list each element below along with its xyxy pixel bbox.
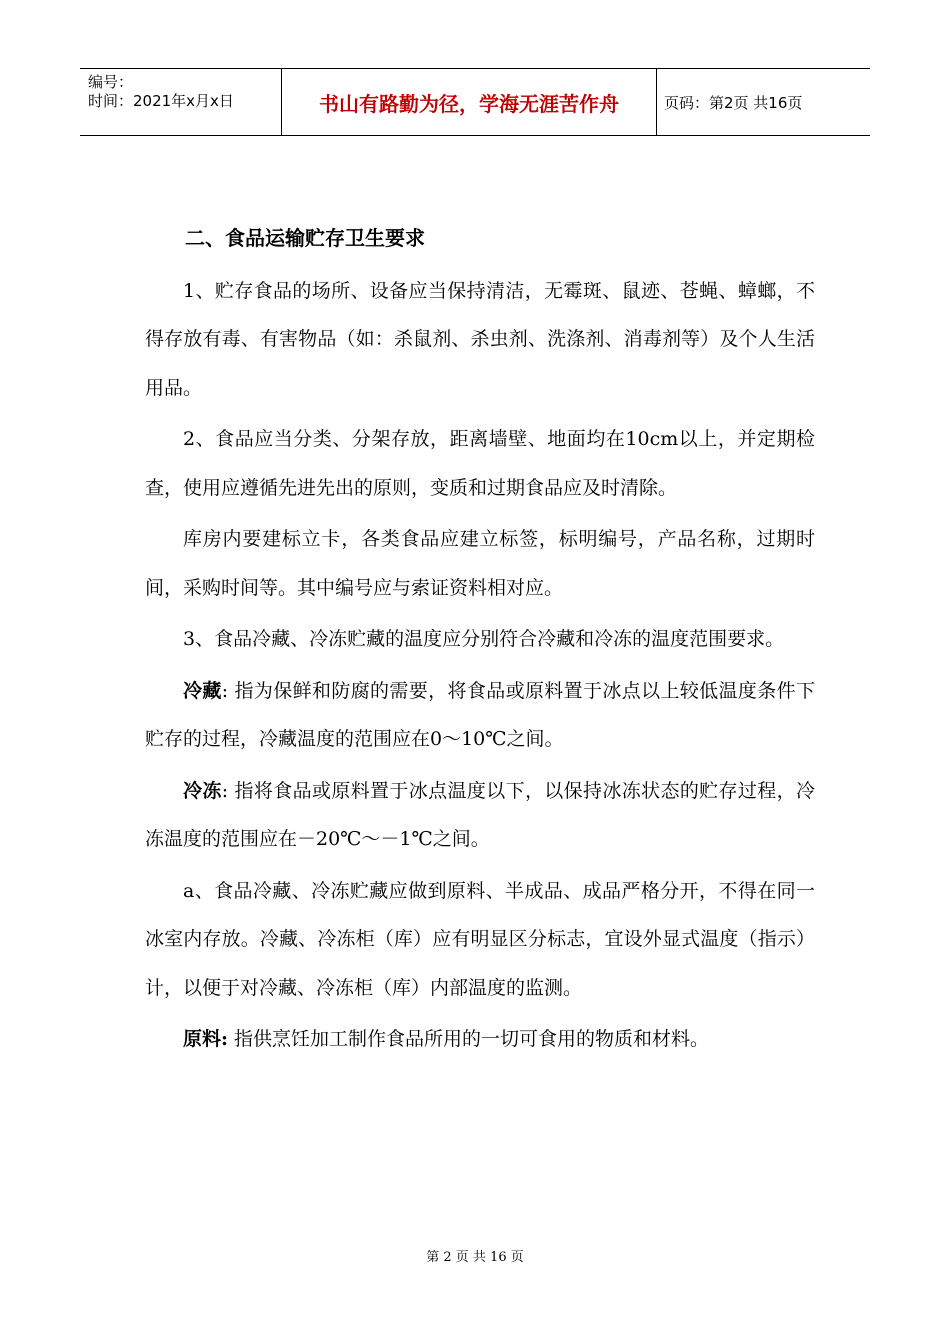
- paragraph: 库房内要建标立卡，各类食品应建立标签，标明编号，产品名称，过期时间，采购时间等。其中编号应与索证资料相对应。: [145, 528, 815, 599]
- header-motto: 书山有路勤为径，学海无涯苦作舟: [319, 92, 619, 116]
- document-body: [145, 214, 815, 1067]
- paragraph: 1、贮存食品的场所、设备应当保持清洁，无霉斑、鼠迹、苍蝇、蟑螂，不得存放有毒、有害物品（如：杀鼠剂、杀虫剂、洗涤剂、消毒剂等）及个人生活用品。: [145, 279, 815, 399]
- time-label: 时间：2021年x月x日: [88, 92, 234, 110]
- paragraph: 2、食品应当分类、分架存放，距离墙壁、地面均在10cm以上，并定期检查，使用应遵循先进先出的原则，变质和过期食品应及时清除。: [145, 428, 815, 499]
- definition-text: 指供烹饪加工制作食品所用的一切可食用的物质和材料。: [228, 1028, 710, 1050]
- page-footer: 第 2 页 共 16 页: [426, 1250, 524, 1265]
- definition-refrigeration: [145, 667, 815, 764]
- term-refrigeration: 冷藏: [183, 679, 222, 702]
- term-freezing: 冷冻: [183, 779, 222, 802]
- header-page-info: 页码：第2页 共16页: [664, 94, 803, 112]
- definition-raw-material: [145, 1015, 815, 1064]
- paragraph: 3、食品冷藏、冷冻贮藏的温度应分别符合冷藏和冷冻的温度范围要求。: [183, 628, 785, 650]
- section-heading: 二、食品运输贮存卫生要求: [185, 226, 425, 250]
- number-label: 编号：: [88, 73, 134, 91]
- header-meta: [88, 73, 234, 111]
- header-divider: [656, 69, 657, 136]
- definition-text: : 指将食品或原料置于冰点温度以下，以保持冰冻状态的贮存过程，冷冻温度的范围应在－20℃～－1℃之间。: [145, 779, 815, 850]
- page-header: [80, 68, 870, 136]
- term-raw-material: 原料:: [183, 1028, 229, 1050]
- definition-text: : 指为保鲜和防腐的需要，将食品或原料置于冰点以上较低温度条件下贮存的过程，冷藏温度的范围应在0～10℃之间。: [145, 679, 815, 750]
- definition-freezing: [145, 767, 815, 864]
- paragraph: a、食品冷藏、冷冻贮藏应做到原料、半成品、成品严格分开，不得在同一冰室内存放。冷藏、冷冻柜（库）应有明显区分标志，宜设外显式温度（指示）计，以便于对冷藏、冷冻柜（库）内部温度的监测。: [145, 879, 815, 999]
